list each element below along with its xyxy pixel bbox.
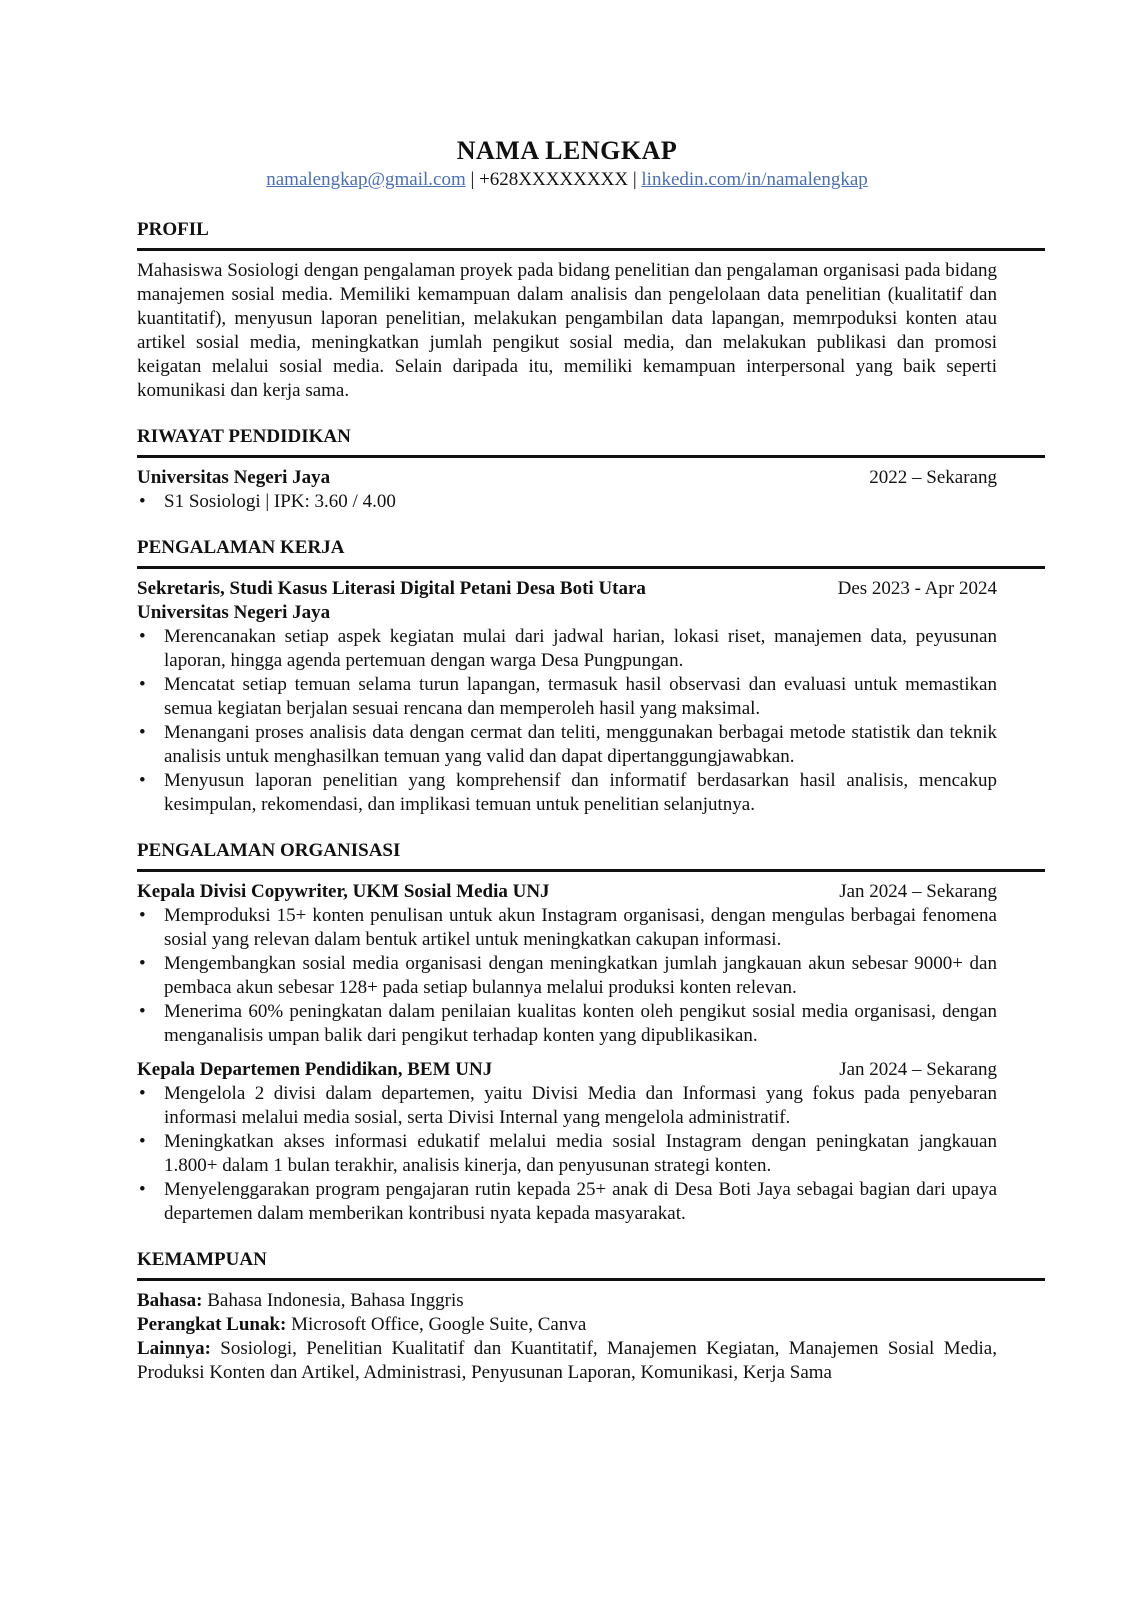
- bullet-item: • Memproduksi 15+ konten penulisan untuk akun Instagram organisasi, dengan mengulas berbagai fenomena sosial yang relevan dalam bentuk artikel untuk meningkatkan cakupan informasi.: [164, 904, 997, 952]
- profil-text: Mahasiswa Sosiologi dengan pengalaman proyek pada bidang penelitian dan pengalaman organisasi pada bidang manajemen sosial media. Memiliki kemampuan dalam analisis dan pengelolaan data penelitian (kualitatif dan kuantitatif), menyusun laporan penelitian, melakukan pengambilan data lapangan, memrpoduksi konten atau artikel sosial media, meningkatkan jumlah pengikut sosial media, dan melakukan publikasi dan promosi keigatan melalui sosial media. Selain daripada itu, memiliki kemampuan interpersonal yang baik seperti komunikasi dan kerja sama.: [137, 260, 997, 401]
- entry-date: Jan 2024 – Sekarang: [839, 1059, 997, 1080]
- bullet-item: • Menyelenggarakan program pengajaran rutin kepada 25+ anak di Desa Boti Jaya sebagai bagian dari upaya departemen dalam memberikan kontribusi nyata kepada masyarakat.: [164, 1178, 997, 1226]
- bullet-list: [137, 904, 997, 1048]
- education-entry: [137, 466, 997, 514]
- role-title: Sekretaris, Studi Kasus Literasi Digital Petani Desa Boti Utara: [137, 578, 646, 599]
- organization-entry: [137, 1058, 997, 1226]
- skill-value: Microsoft Office, Google Suite, Canva: [286, 1314, 587, 1335]
- bullet-item: • Menerima 60% peningkatan dalam penilaian kualitas konten oleh pengikut sosial media organisasi, dengan menganalisis umpan balik dari pengikut terhadap konten yang dipublikasikan.: [164, 1000, 997, 1048]
- full-name: NAMA LENGKAP: [456, 136, 678, 165]
- section-pendidikan: [137, 425, 997, 514]
- bullet-item: • Meningkatkan akses informasi edukatif melalui media sosial Instagram dengan peningkatan jangkauan 1.800+ dalam 1 bulan terakhir, analisis kinerja, dan penyusunan strategi konten.: [164, 1130, 997, 1178]
- section-organisasi: [137, 839, 997, 1226]
- contact-line: [137, 168, 997, 192]
- bullet-item: • Menangani proses analisis data dengan cermat dan teliti, menggunakan berbagai metode statistik dan teknik analisis untuk menghasilkan temuan yang valid dan dapat dipertanggungjawabkan.: [164, 721, 997, 769]
- linkedin-link[interactable]: linkedin.com/in/namalengkap: [641, 169, 868, 190]
- role-title: Kepala Divisi Copywriter, UKM Sosial Media UNJ: [137, 881, 550, 902]
- section-title: PENGALAMAN ORGANISASI: [137, 839, 1045, 872]
- entry-date: Jan 2024 – Sekarang: [839, 881, 997, 902]
- resume-content: [137, 136, 997, 1385]
- entry-date: 2022 – Sekarang: [869, 467, 997, 488]
- skill-value: Bahasa Indonesia, Bahasa Inggris: [202, 1290, 464, 1311]
- skill-value: Sosiologi, Penelitian Kualitatif dan Kuantitatif, Manajemen Kegiatan, Manajemen Sosial Media, Produksi Konten dan Artikel, Administrasi, Penyusunan Laporan, Komunikasi, Kerja Sama: [137, 1338, 997, 1383]
- email-link[interactable]: namalengkap@gmail.com: [266, 169, 466, 190]
- skill-lainnya: [137, 1337, 997, 1385]
- contact-separator: |: [465, 169, 480, 190]
- entry-date: Des 2023 - Apr 2024: [837, 578, 997, 599]
- organization-entry: [137, 880, 997, 1048]
- section-profil: [137, 218, 997, 403]
- skill-label: Bahasa:: [137, 1290, 203, 1311]
- skill-label: Perangkat Lunak:: [137, 1314, 287, 1335]
- entry-header: [137, 466, 997, 490]
- section-title: RIWAYAT PENDIDIKAN: [137, 425, 1045, 458]
- bullet-item: • S1 Sosiologi | IPK: 3.60 / 4.00: [164, 490, 997, 514]
- bullet-item: • Merencanakan setiap aspek kegiatan mulai dari jadwal harian, lokasi riset, manajemen data, peyusunan laporan, hingga agenda pertemuan dengan warga Desa Pungpungan.: [164, 625, 997, 673]
- skill-perangkat-lunak: [137, 1313, 997, 1337]
- entry-header: [137, 577, 997, 601]
- contact-separator: |: [628, 169, 642, 190]
- section-kerja: [137, 536, 997, 817]
- institution-name: Universitas Negeri Jaya: [137, 467, 331, 488]
- phone-number: +628XXXXXXXX: [479, 169, 629, 190]
- bullet-list: [137, 490, 997, 514]
- skill-bahasa: [137, 1289, 997, 1313]
- bullet-list: [137, 1082, 997, 1226]
- entry-header: [137, 880, 997, 904]
- bullet-list: [137, 625, 997, 817]
- bullet-item: • Menyusun laporan penelitian yang komprehensif dan informatif berdasarkan hasil analisis, mencakup kesimpulan, rekomendasi, dan implikasi temuan untuk penelitian selanjutnya.: [164, 769, 997, 817]
- entry-header: [137, 1058, 997, 1082]
- work-entry: [137, 577, 997, 817]
- bullet-item: • Mencatat setiap temuan selama turun lapangan, termasuk hasil observasi dan evaluasi untuk memastikan semua kegiatan berjalan sesuai rencana dan memperoleh hasil yang maksimal.: [164, 673, 997, 721]
- bullet-item: • Mengembangkan sosial media organisasi dengan meningkatkan jumlah jangkauan akun sebesar 9000+ dan pembaca akun sebesar 128+ pada setiap bulannya melalui produksi konten relevan.: [164, 952, 997, 1000]
- skill-label: Lainnya:: [137, 1338, 211, 1359]
- section-title: KEMAMPUAN: [137, 1248, 1045, 1281]
- bullet-item: • Mengelola 2 divisi dalam departemen, yaitu Divisi Media dan Informasi yang fokus pada penyebaran informasi melalui media sosial, serta Divisi Internal yang mengelola administratif.: [164, 1082, 997, 1130]
- section-kemampuan: [137, 1248, 997, 1385]
- organization-name: Universitas Negeri Jaya: [137, 602, 331, 623]
- role-title: Kepala Departemen Pendidikan, BEM UNJ: [137, 1059, 493, 1080]
- section-title: PROFIL: [137, 218, 1045, 251]
- section-title: PENGALAMAN KERJA: [137, 536, 1045, 569]
